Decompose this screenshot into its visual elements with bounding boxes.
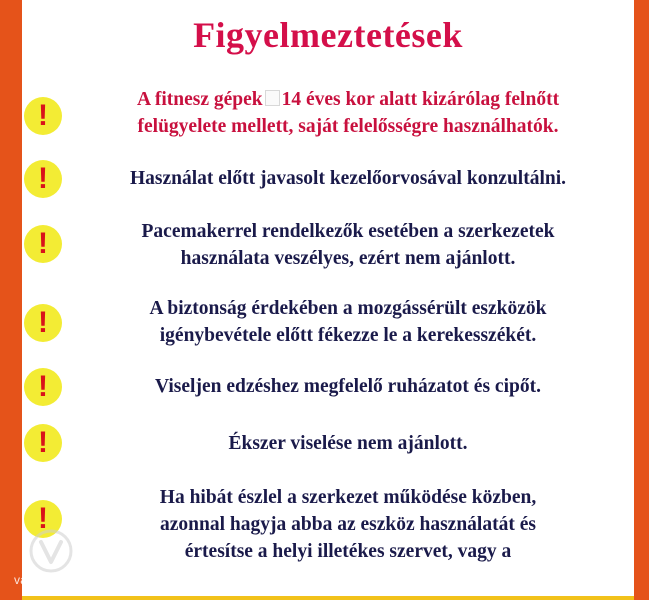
sign-title: Figyelmeztetések bbox=[193, 15, 463, 55]
warning-text bbox=[62, 373, 634, 400]
warning-text bbox=[62, 86, 634, 140]
sign-panel bbox=[22, 0, 634, 600]
warning-line: Ékszer viselése nem ajánlott. bbox=[228, 433, 468, 454]
sign-border-left bbox=[0, 0, 22, 600]
sign-bottom-strip bbox=[22, 596, 634, 600]
watermark-logo-icon bbox=[28, 528, 74, 574]
exclamation-icon: ! bbox=[24, 225, 62, 263]
exclamation-icon: ! bbox=[24, 424, 62, 462]
exclamation-icon: ! bbox=[24, 500, 62, 538]
warning-line: használata veszélyes, ezért nem ajánlott. bbox=[180, 248, 516, 269]
warning-text bbox=[62, 295, 634, 349]
warning-line: értesítse a helyi illetékes szervet, vagy a bbox=[184, 541, 512, 562]
warning-line: 14 éves kor alatt kizárólag felnőtt bbox=[281, 89, 560, 110]
warning-text bbox=[62, 218, 634, 272]
exclamation-icon: ! bbox=[24, 368, 62, 406]
warning-text bbox=[62, 430, 634, 457]
missing-glyph-box bbox=[265, 90, 280, 106]
warning-line: Ha hibát észlel a szerkezet működése közben, bbox=[159, 487, 537, 508]
exclamation-icon: ! bbox=[24, 304, 62, 342]
sign-border-right bbox=[634, 0, 649, 600]
warning-line: Pacemakerrel rendelkezők esetében a szerkezetek bbox=[141, 221, 555, 242]
exclamation-icon: ! bbox=[24, 160, 62, 198]
warning-line: Viseljen edzéshez megfelelő ruházatot és cipőt. bbox=[155, 376, 541, 397]
warning-line: felügyelete mellett, saját felelősségre használhatók. bbox=[137, 116, 559, 137]
warning-line: A fitnesz gépek bbox=[136, 89, 263, 110]
watermark-text: vaskarika.hu bbox=[14, 573, 84, 587]
warning-text bbox=[62, 484, 634, 565]
warning-line: Használat előtt javasolt kezelőorvosával konzultálni. bbox=[129, 168, 567, 189]
warning-text bbox=[62, 165, 634, 192]
warning-line: igénybevétele előtt fékezze le a kerekesszékét. bbox=[159, 325, 537, 346]
warning-line: azonnal hagyja abba az eszköz használatát és bbox=[160, 514, 536, 535]
warning-line: A biztonság érdekében a mozgássérült eszközök bbox=[149, 298, 547, 319]
exclamation-icon: ! bbox=[24, 97, 62, 135]
